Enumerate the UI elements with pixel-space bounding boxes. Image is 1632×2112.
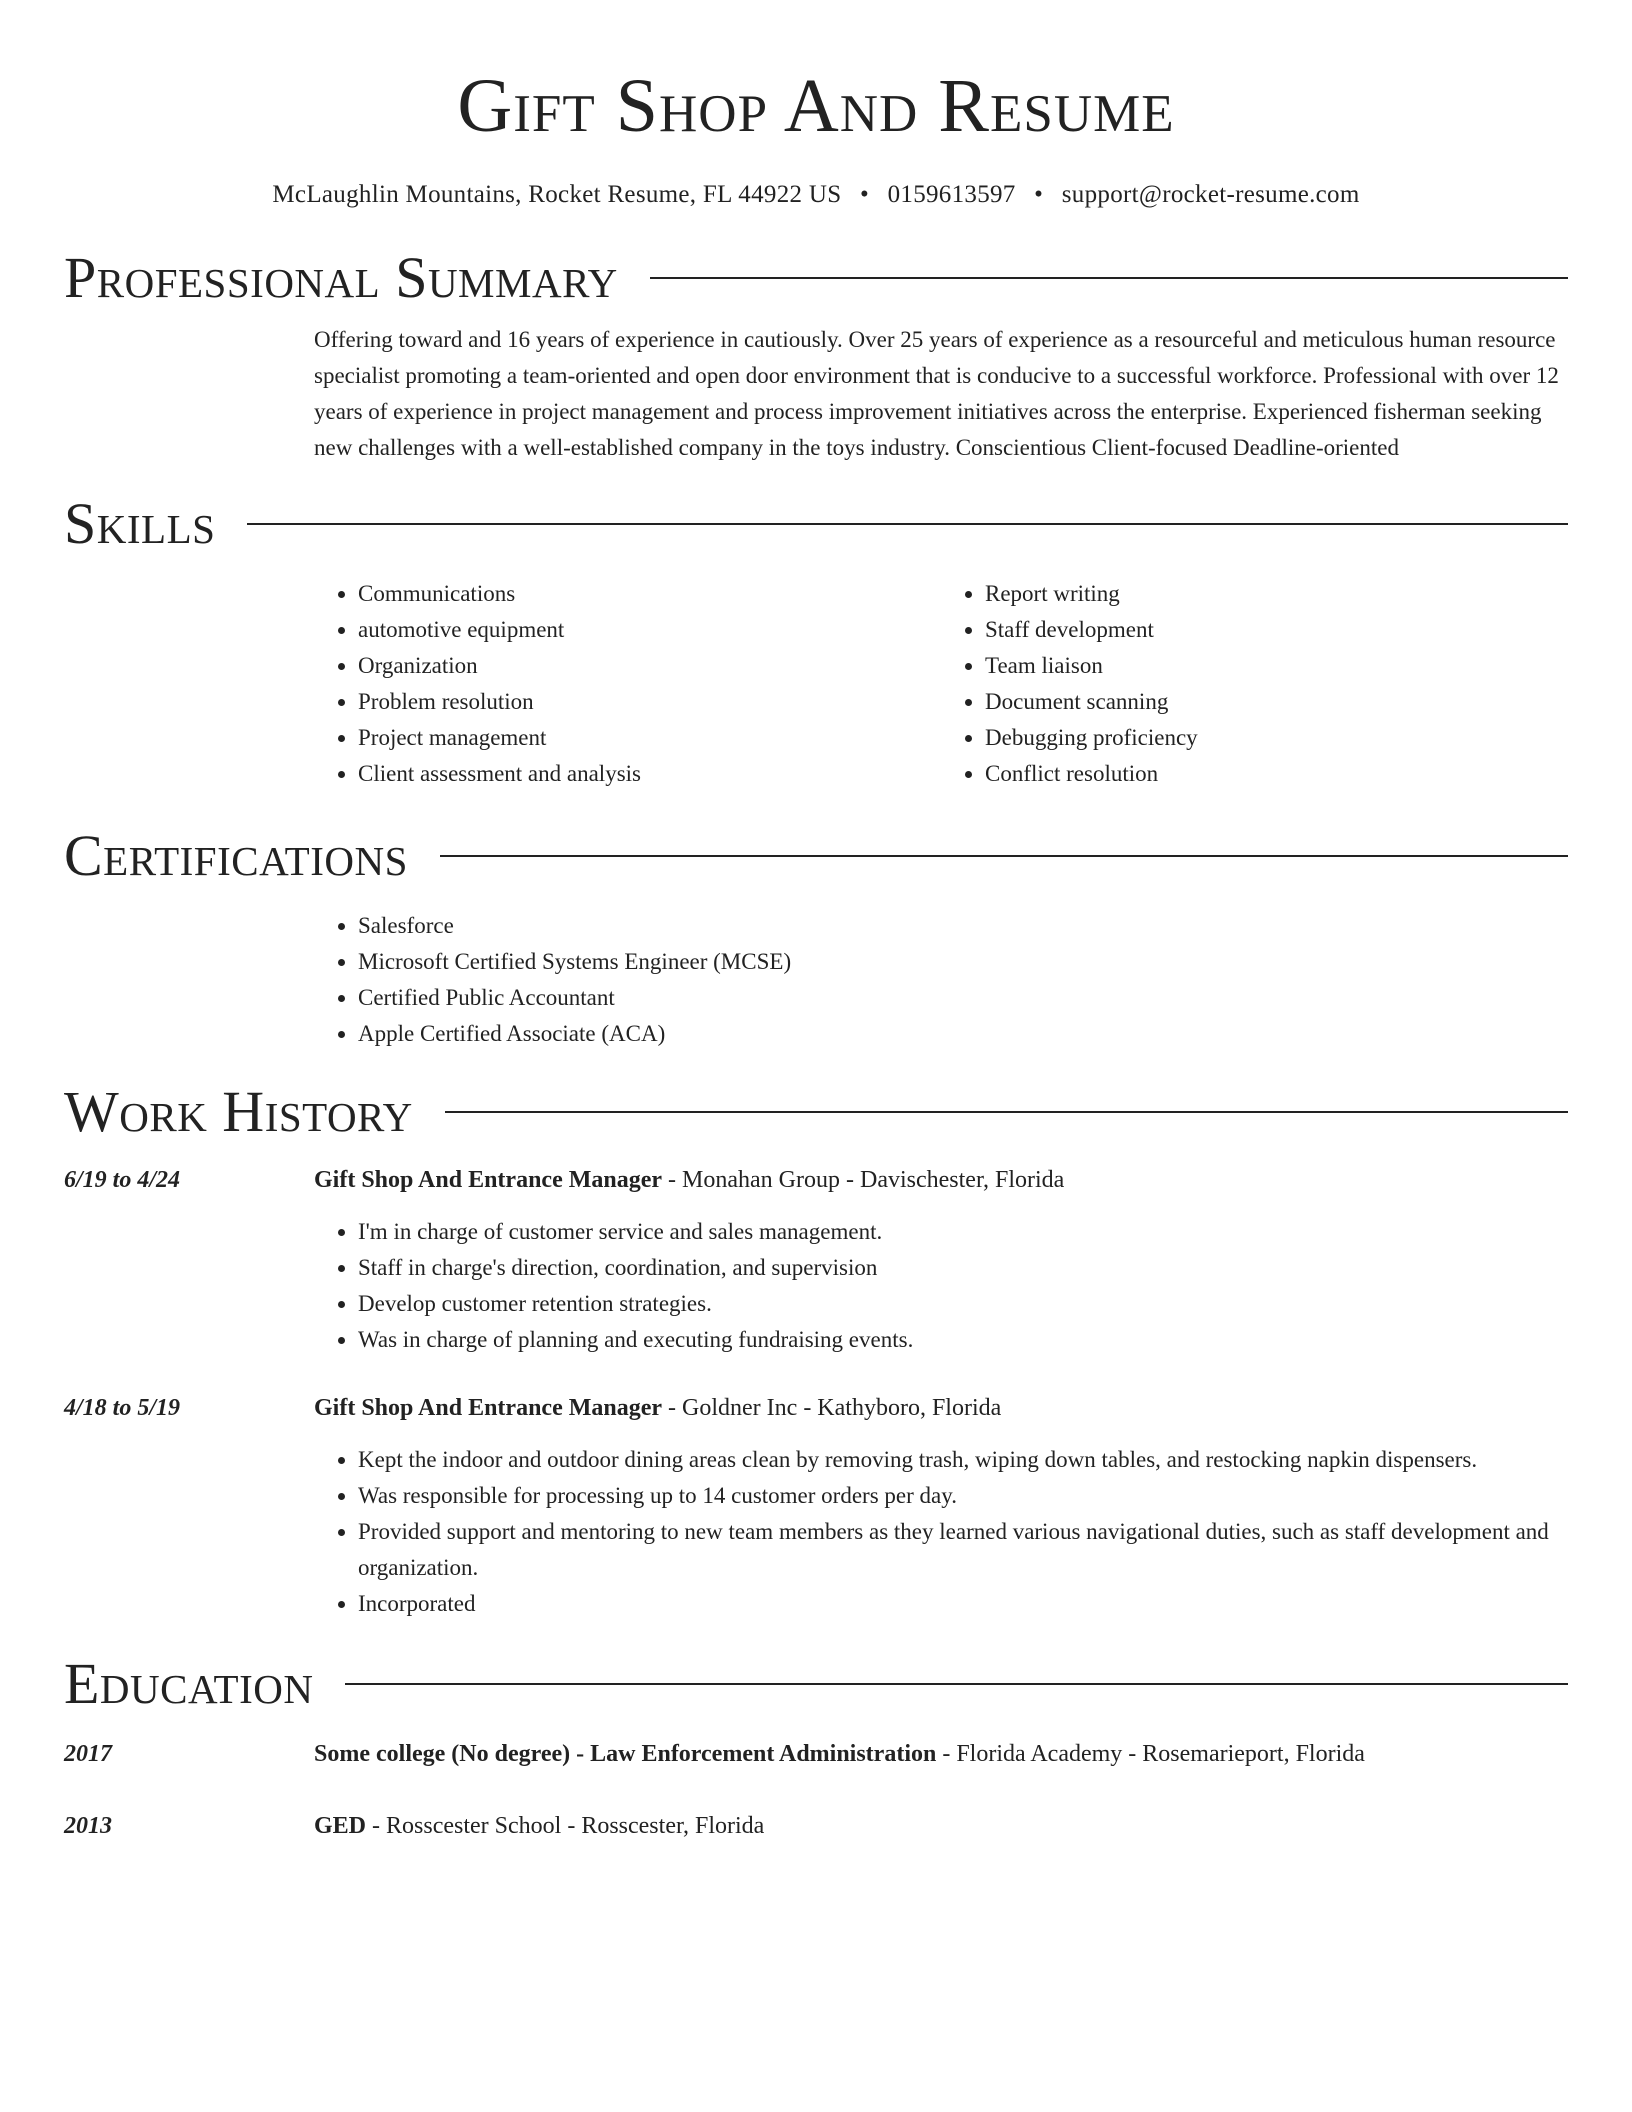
resume-page <box>64 0 1568 1844</box>
skill-item: • Client assessment and analysis <box>358 756 941 792</box>
skill-item: • Debugging proficiency <box>985 720 1568 756</box>
contact-phone: 0159613597 <box>887 181 1016 208</box>
contact-address: McLaughlin Mountains, Rocket Resume, FL 44922 US <box>272 181 842 208</box>
job-entry <box>64 1162 1568 1198</box>
job-bullet: • Incorporated <box>358 1586 1568 1622</box>
education-line <box>314 1736 1365 1772</box>
skill-item: • Team liaison <box>985 648 1568 684</box>
section-divider <box>345 1683 1568 1685</box>
education-degree: Some college (No degree) - Law Enforcement Administration <box>314 1741 937 1767</box>
education-line <box>314 1808 764 1844</box>
education-entry <box>64 1736 1568 1772</box>
work-heading: Work History <box>64 1079 413 1144</box>
summary-text: Offering toward and 16 years of experience in cautiously. Over 25 years of experience as a resourceful and meticulous human resource specialist promoting a team-oriented and open door environment that is conducive to a successful workforce. Professional with over 12 years of experience in project management and process improvement initiatives across the enterprise. Experienced fisherman seeking new challenges with a well-established company in the toys industry. Conscientious Client-focused Deadline-oriented <box>314 327 1559 460</box>
job-title: Gift Shop And Entrance Manager <box>314 1395 663 1421</box>
skill-item: • Project management <box>358 720 941 756</box>
skill-item: • Organization <box>358 648 941 684</box>
job-bullet: • Kept the indoor and outdoor dining areas clean by removing trash, wiping down tables, and restocking napkin dispensers. <box>358 1442 1568 1478</box>
skills-section-header <box>64 490 1568 558</box>
certifications-heading: Certifications <box>64 823 408 888</box>
job-bullet: • Was responsible for processing up to 14 customer orders per day. <box>358 1478 1568 1514</box>
summary-heading: Professional Summary <box>64 245 618 310</box>
education-year: 2013 <box>64 1813 112 1839</box>
contact-email: support@rocket-resume.com <box>1061 181 1360 208</box>
job-title-line <box>314 1390 1001 1426</box>
job-dates: 6/19 to 4/24 <box>64 1167 181 1193</box>
education-year: 2017 <box>64 1741 112 1767</box>
skills-column-left <box>314 576 941 792</box>
education-section-header <box>64 1650 1568 1718</box>
skill-item: • Conflict resolution <box>985 756 1568 792</box>
education-school: - Florida Academy - Rosemarieport, Florida <box>936 1741 1365 1767</box>
job-company: - Goldner Inc - Kathyboro, Florida <box>662 1395 1002 1421</box>
summary-body <box>314 322 1568 466</box>
resume-name: Gift Shop And Resume <box>457 64 1175 148</box>
skills-heading: Skills <box>64 491 216 556</box>
job-title-line <box>314 1162 1064 1198</box>
education-entry <box>64 1808 1568 1844</box>
certification-item: • Salesforce <box>358 908 1568 944</box>
section-divider <box>650 277 1568 279</box>
certifications-section-header <box>64 822 1568 890</box>
job-bullet: • Develop customer retention strategies. <box>358 1286 1568 1322</box>
contact-line <box>64 178 1568 212</box>
education-heading: Education <box>64 1651 314 1716</box>
contact-separator: • <box>1034 181 1044 208</box>
job-bullet: • Staff in charge's direction, coordination, and supervision <box>358 1250 1568 1286</box>
job-bullet: • Was in charge of planning and executing fundraising events. <box>358 1322 1568 1358</box>
contact-separator: • <box>859 181 870 208</box>
summary-section-header <box>64 244 1568 312</box>
work-section-header <box>64 1078 1568 1146</box>
skill-item: • Problem resolution <box>358 684 941 720</box>
skill-item: • Document scanning <box>985 684 1568 720</box>
certification-item: • Certified Public Accountant <box>358 980 1568 1016</box>
education-degree: GED <box>314 1813 367 1839</box>
job-bullets <box>314 1214 1568 1358</box>
skills-column-right <box>941 576 1568 792</box>
education-school: - Rosscester School - Rosscester, Florida <box>366 1813 765 1839</box>
skill-item: • Staff development <box>985 612 1568 648</box>
section-divider <box>247 523 1568 525</box>
job-bullets <box>314 1442 1568 1622</box>
skills-list <box>314 576 1568 792</box>
job-bullet: • I'm in charge of customer service and sales management. <box>358 1214 1568 1250</box>
job-dates: 4/18 to 5/19 <box>64 1395 181 1421</box>
job-company: - Monahan Group - Davischester, Florida <box>662 1167 1065 1193</box>
section-divider <box>445 1111 1568 1113</box>
certification-item: • Microsoft Certified Systems Engineer (MCSE) <box>358 944 1568 980</box>
skill-item: • automotive equipment <box>358 612 941 648</box>
skill-item: • Report writing <box>985 576 1568 612</box>
certifications-list <box>314 908 1568 1052</box>
job-title: Gift Shop And Entrance Manager <box>314 1167 663 1193</box>
job-bullet: • Provided support and mentoring to new team members as they learned various navigational duties, such as staff development and organization. <box>358 1514 1568 1586</box>
section-divider <box>440 855 1568 857</box>
certification-item: • Apple Certified Associate (ACA) <box>358 1016 1568 1052</box>
skill-item: • Communications <box>358 576 941 612</box>
job-entry <box>64 1390 1568 1426</box>
